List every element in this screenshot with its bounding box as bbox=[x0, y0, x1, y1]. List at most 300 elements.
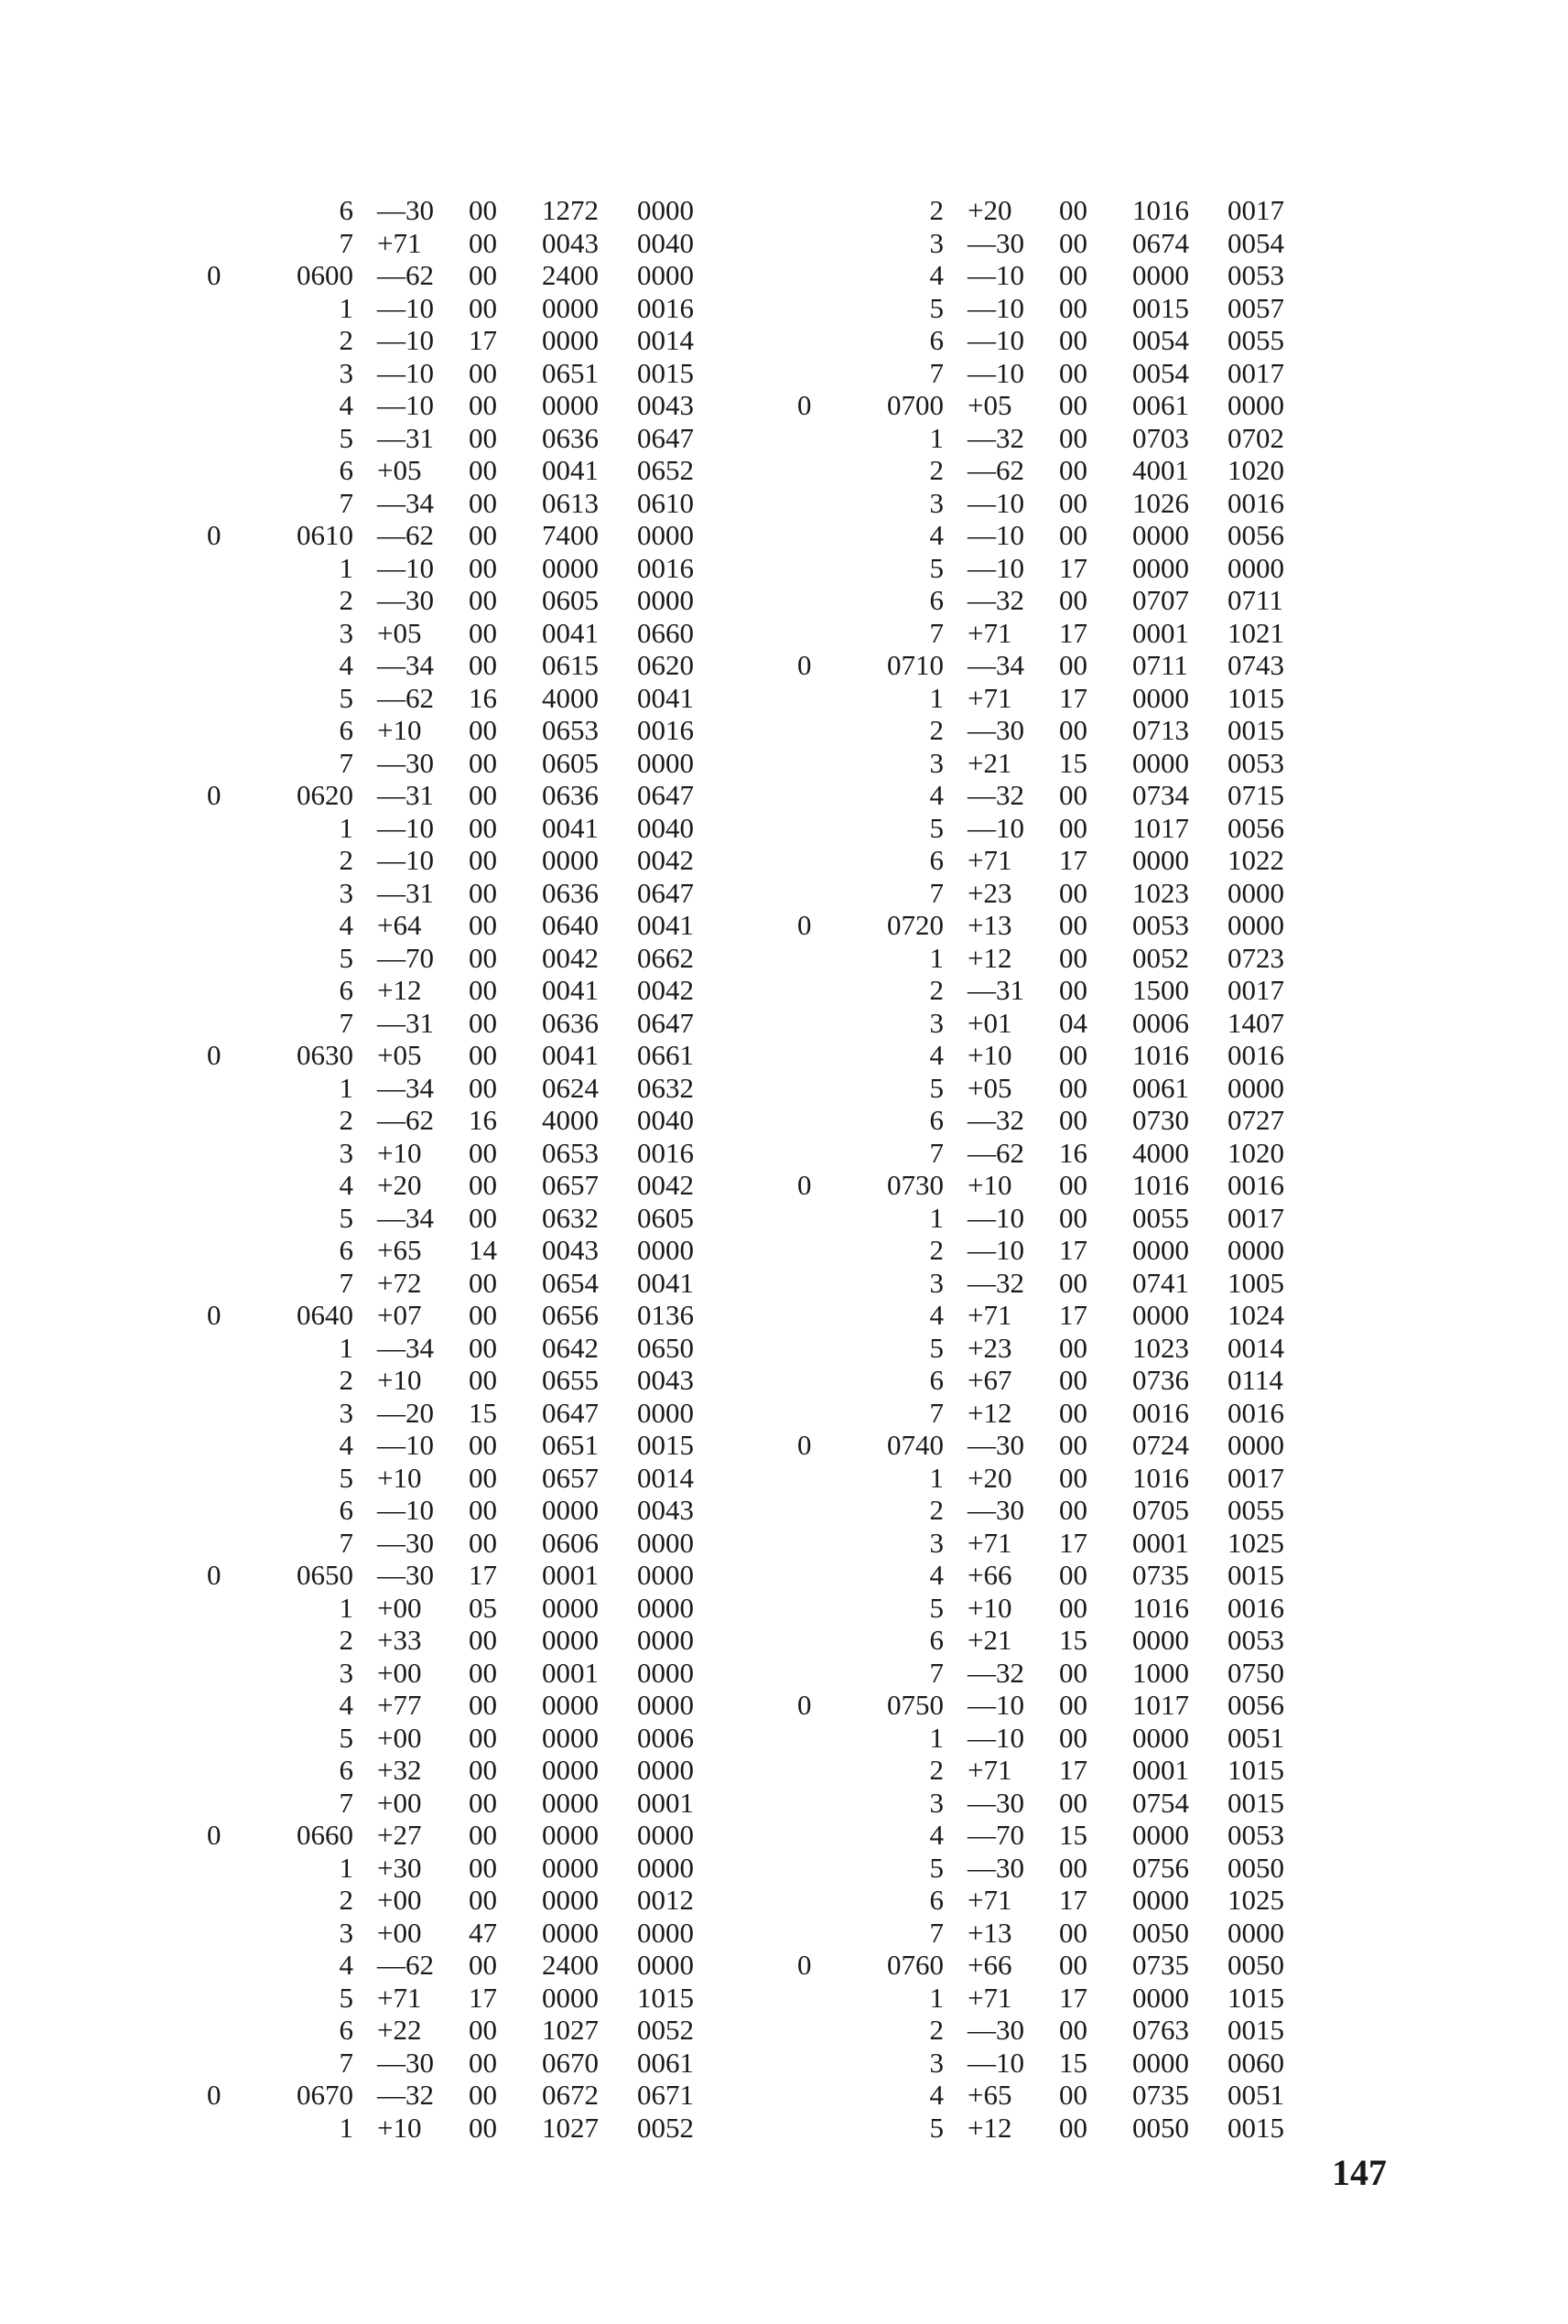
opcode-cell: +12 bbox=[377, 974, 422, 1006]
listing-row bbox=[207, 877, 719, 910]
modifier-cell: 00 bbox=[469, 519, 497, 551]
block-indicator-cell bbox=[797, 942, 834, 975]
address-cell: 6 bbox=[339, 974, 353, 1006]
block-indicator-cell bbox=[797, 617, 834, 650]
operand-1-cell: 0000 bbox=[542, 551, 599, 584]
operand-1-cell: 0713 bbox=[1132, 714, 1189, 746]
address-cell: 7 bbox=[929, 1656, 944, 1689]
opcode-cell: —30 bbox=[968, 1786, 1024, 1819]
address-cell: 4 bbox=[339, 1429, 353, 1461]
operand-2-cell: 0052 bbox=[637, 2111, 694, 2144]
opcode-cell: +71 bbox=[377, 226, 422, 259]
operand-1-cell: 0703 bbox=[1132, 421, 1189, 454]
operand-1-cell: 0654 bbox=[542, 1266, 599, 1299]
opcode-cell: —10 bbox=[377, 551, 434, 584]
opcode-cell: —10 bbox=[377, 324, 434, 356]
block-indicator-cell bbox=[207, 1104, 243, 1137]
opcode-cell: +10 bbox=[968, 1591, 1012, 1624]
block-indicator-cell bbox=[207, 909, 243, 942]
operand-1-cell: 1023 bbox=[1132, 876, 1189, 909]
address-cell: 2 bbox=[339, 844, 353, 876]
opcode-cell: +67 bbox=[968, 1364, 1012, 1396]
modifier-cell: 47 bbox=[469, 1916, 497, 1949]
modifier-cell: 00 bbox=[469, 259, 497, 291]
address-cell: 6 bbox=[929, 1624, 944, 1656]
modifier-cell: 00 bbox=[469, 941, 497, 974]
modifier-cell: 17 bbox=[1059, 1234, 1087, 1266]
block-indicator-cell bbox=[797, 2112, 834, 2145]
operand-1-cell: 0605 bbox=[542, 584, 599, 616]
listing-row bbox=[797, 1397, 1310, 1430]
address-cell: 1 bbox=[929, 941, 944, 974]
block-indicator-cell bbox=[797, 844, 834, 877]
block-indicator-cell: 0 bbox=[207, 1819, 222, 1851]
block-indicator-cell bbox=[797, 1917, 834, 1950]
modifier-cell: 17 bbox=[1059, 844, 1087, 876]
address-cell: 7 bbox=[339, 2046, 353, 2079]
opcode-cell: +00 bbox=[377, 1786, 422, 1819]
listing-row bbox=[207, 1527, 719, 1560]
modifier-cell: 17 bbox=[1059, 1981, 1087, 2014]
operand-2-cell: 0041 bbox=[637, 681, 694, 714]
listing-row bbox=[207, 487, 719, 520]
address-cell: 1 bbox=[339, 2111, 353, 2144]
operand-2-cell: 0042 bbox=[637, 1169, 694, 1201]
listing-row bbox=[797, 1657, 1310, 1690]
operand-2-cell: 0647 bbox=[637, 1006, 694, 1039]
operand-1-cell: 0000 bbox=[1132, 519, 1189, 551]
opcode-cell: +05 bbox=[377, 1039, 422, 1071]
operand-2-cell: 0052 bbox=[637, 2014, 694, 2046]
listing-row bbox=[797, 1364, 1310, 1397]
operand-2-cell: 0000 bbox=[637, 1851, 694, 1884]
block-indicator-cell bbox=[797, 227, 834, 260]
listing-row bbox=[207, 292, 719, 325]
address-cell: 1 bbox=[929, 681, 944, 714]
modifier-cell: 00 bbox=[1059, 941, 1087, 974]
block-indicator-cell bbox=[797, 519, 834, 552]
block-indicator-cell bbox=[797, 1072, 834, 1105]
operand-2-cell: 0042 bbox=[637, 844, 694, 876]
operand-1-cell: 0000 bbox=[542, 1851, 599, 1884]
listing-row bbox=[207, 1007, 719, 1040]
opcode-cell: —10 bbox=[377, 1429, 434, 1461]
operand-2-cell: 0015 bbox=[1227, 1559, 1284, 1591]
address-cell: 0640 bbox=[297, 1299, 353, 1331]
operand-2-cell: 1005 bbox=[1227, 1266, 1284, 1299]
modifier-cell: 00 bbox=[469, 649, 497, 681]
modifier-cell: 00 bbox=[1059, 974, 1087, 1006]
operand-1-cell: 0000 bbox=[542, 1721, 599, 1754]
modifier-cell: 17 bbox=[1059, 1884, 1087, 1916]
opcode-cell: +10 bbox=[377, 714, 422, 746]
block-indicator-cell bbox=[797, 1137, 834, 1170]
operand-2-cell: 0006 bbox=[637, 1721, 694, 1754]
block-indicator-cell: 0 bbox=[207, 1299, 222, 1331]
opcode-cell: —34 bbox=[377, 1071, 434, 1104]
listing-row bbox=[207, 227, 719, 260]
listing-row bbox=[797, 1917, 1310, 1950]
operand-2-cell: 0041 bbox=[637, 1266, 694, 1299]
opcode-cell: +65 bbox=[377, 1234, 422, 1266]
block-indicator-cell bbox=[797, 1527, 834, 1560]
address-cell: 0720 bbox=[887, 909, 944, 941]
modifier-cell: 00 bbox=[1059, 1916, 1087, 1949]
operand-1-cell: 0000 bbox=[1132, 1819, 1189, 1851]
modifier-cell: 00 bbox=[1059, 1169, 1087, 1201]
modifier-cell: 00 bbox=[469, 1624, 497, 1656]
modifier-cell: 00 bbox=[1059, 389, 1087, 421]
address-cell: 5 bbox=[929, 1851, 944, 1884]
block-indicator-cell bbox=[797, 357, 834, 390]
operand-1-cell: 0756 bbox=[1132, 1851, 1189, 1884]
operand-1-cell: 0615 bbox=[542, 649, 599, 681]
modifier-cell: 00 bbox=[469, 2046, 497, 2079]
modifier-cell: 00 bbox=[1059, 259, 1087, 291]
modifier-cell: 05 bbox=[469, 1591, 497, 1624]
address-cell: 5 bbox=[929, 291, 944, 324]
block-indicator-cell bbox=[207, 1234, 243, 1267]
operand-2-cell: 0632 bbox=[637, 1071, 694, 1104]
opcode-cell: —62 bbox=[968, 1136, 1024, 1169]
listing-row bbox=[207, 1494, 719, 1527]
modifier-cell: 00 bbox=[1059, 876, 1087, 909]
opcode-cell: —62 bbox=[377, 1949, 434, 1981]
modifier-cell: 00 bbox=[469, 584, 497, 616]
block-indicator-cell bbox=[797, 584, 834, 617]
listing-row bbox=[797, 2014, 1310, 2047]
operand-1-cell: 1000 bbox=[1132, 1656, 1189, 1689]
modifier-cell: 00 bbox=[1059, 1721, 1087, 1754]
operand-1-cell: 0606 bbox=[542, 1526, 599, 1559]
block-indicator-cell bbox=[797, 1202, 834, 1235]
opcode-cell: —30 bbox=[377, 746, 434, 779]
listing-row bbox=[207, 1949, 719, 1982]
address-cell: 7 bbox=[339, 1266, 353, 1299]
block-indicator-cell bbox=[797, 487, 834, 520]
opcode-cell: +23 bbox=[968, 1331, 1012, 1364]
operand-1-cell: 0656 bbox=[542, 1299, 599, 1331]
opcode-cell: +23 bbox=[968, 876, 1012, 909]
block-indicator-cell bbox=[207, 1332, 243, 1365]
operand-1-cell: 0000 bbox=[542, 1819, 599, 1851]
listing-row bbox=[207, 422, 719, 455]
listing-row bbox=[797, 1332, 1310, 1365]
modifier-cell: 00 bbox=[469, 714, 497, 746]
operand-2-cell: 0715 bbox=[1227, 779, 1284, 811]
address-cell: 3 bbox=[339, 1396, 353, 1429]
operand-1-cell: 0001 bbox=[542, 1656, 599, 1689]
block-indicator-cell bbox=[207, 487, 243, 520]
address-cell: 0670 bbox=[297, 2079, 353, 2111]
block-indicator-cell bbox=[207, 1364, 243, 1397]
block-indicator-cell: 0 bbox=[207, 259, 222, 291]
opcode-cell: +10 bbox=[968, 1169, 1012, 1201]
listing-row bbox=[207, 1592, 719, 1625]
modifier-cell: 00 bbox=[469, 1819, 497, 1851]
address-cell: 3 bbox=[929, 226, 944, 259]
block-indicator-cell bbox=[207, 1917, 243, 1950]
listing-row bbox=[207, 1202, 719, 1235]
address-cell: 5 bbox=[929, 1331, 944, 1364]
address-cell: 0740 bbox=[887, 1429, 944, 1461]
operand-1-cell: 0754 bbox=[1132, 1786, 1189, 1819]
address-cell: 2 bbox=[339, 1104, 353, 1136]
operand-1-cell: 0000 bbox=[1132, 259, 1189, 291]
opcode-cell: —30 bbox=[968, 2014, 1024, 2046]
modifier-cell: 00 bbox=[469, 616, 497, 649]
modifier-cell: 17 bbox=[469, 324, 497, 356]
operand-1-cell: 0657 bbox=[542, 1461, 599, 1494]
block-indicator-cell bbox=[797, 714, 834, 747]
operand-1-cell: 0624 bbox=[542, 1071, 599, 1104]
operand-2-cell: 0040 bbox=[637, 226, 694, 259]
operand-2-cell: 0647 bbox=[637, 779, 694, 811]
operand-1-cell: 0651 bbox=[542, 1429, 599, 1461]
address-cell: 2 bbox=[929, 454, 944, 486]
address-cell: 6 bbox=[339, 714, 353, 746]
block-indicator-cell bbox=[797, 292, 834, 325]
block-indicator-cell bbox=[797, 1364, 834, 1397]
operand-1-cell: 0000 bbox=[542, 1754, 599, 1786]
operand-2-cell: 0000 bbox=[637, 1916, 694, 1949]
address-cell: 7 bbox=[929, 1396, 944, 1429]
operand-2-cell: 0605 bbox=[637, 1201, 694, 1234]
operand-2-cell: 0000 bbox=[1227, 1071, 1284, 1104]
block-indicator-cell bbox=[797, 194, 834, 227]
block-indicator-cell bbox=[207, 1397, 243, 1430]
operand-1-cell: 0054 bbox=[1132, 356, 1189, 389]
operand-2-cell: 0053 bbox=[1227, 746, 1284, 779]
operand-2-cell: 0015 bbox=[1227, 2014, 1284, 2046]
block-indicator-cell: 0 bbox=[207, 1559, 222, 1591]
opcode-cell: +12 bbox=[968, 1396, 1012, 1429]
listing-row bbox=[797, 1072, 1310, 1105]
listing-row bbox=[207, 1169, 719, 1202]
opcode-cell: +05 bbox=[377, 616, 422, 649]
listing-row bbox=[797, 584, 1310, 617]
opcode-cell: —20 bbox=[377, 1396, 434, 1429]
block-indicator-cell bbox=[207, 1787, 243, 1820]
operand-1-cell: 0000 bbox=[1132, 1884, 1189, 1916]
listing-row bbox=[207, 519, 719, 552]
listing-row bbox=[797, 519, 1310, 552]
address-cell: 6 bbox=[929, 1364, 944, 1396]
operand-1-cell: 1016 bbox=[1132, 194, 1189, 226]
address-cell: 3 bbox=[929, 486, 944, 519]
block-indicator-cell: 0 bbox=[797, 909, 812, 941]
modifier-cell: 00 bbox=[469, 779, 497, 811]
opcode-cell: +20 bbox=[377, 1169, 422, 1201]
modifier-cell: 17 bbox=[1059, 1754, 1087, 1786]
listing-row bbox=[797, 617, 1310, 650]
listing-row bbox=[797, 1592, 1310, 1625]
opcode-cell: +71 bbox=[968, 1981, 1012, 2014]
listing-row bbox=[207, 747, 719, 780]
operand-2-cell: 0650 bbox=[637, 1331, 694, 1364]
block-indicator-cell bbox=[797, 1657, 834, 1690]
address-cell: 3 bbox=[339, 1656, 353, 1689]
listing-row bbox=[797, 1494, 1310, 1527]
block-indicator-cell bbox=[797, 324, 834, 357]
operand-1-cell: 2400 bbox=[542, 259, 599, 291]
operand-1-cell: 0763 bbox=[1132, 2014, 1189, 2046]
operand-1-cell: 7400 bbox=[542, 519, 599, 551]
operand-2-cell: 0043 bbox=[637, 389, 694, 421]
block-indicator-cell bbox=[797, 1754, 834, 1787]
operand-1-cell: 0636 bbox=[542, 876, 599, 909]
address-cell: 6 bbox=[339, 1494, 353, 1526]
operand-2-cell: 0000 bbox=[1227, 1429, 1284, 1461]
address-cell: 2 bbox=[929, 194, 944, 226]
block-indicator-cell bbox=[797, 259, 834, 292]
address-cell: 6 bbox=[929, 324, 944, 356]
block-indicator-cell bbox=[797, 1267, 834, 1300]
operand-1-cell: 0670 bbox=[542, 2046, 599, 2079]
modifier-cell: 00 bbox=[469, 1461, 497, 1494]
operand-2-cell: 0012 bbox=[637, 1884, 694, 1916]
block-indicator-cell: 0 bbox=[207, 1039, 222, 1071]
address-cell: 1 bbox=[929, 1461, 944, 1494]
address-cell: 2 bbox=[929, 1494, 944, 1526]
operand-2-cell: 0016 bbox=[1227, 1591, 1284, 1624]
modifier-cell: 00 bbox=[1059, 421, 1087, 454]
operand-2-cell: 0053 bbox=[1227, 259, 1284, 291]
operand-2-cell: 0000 bbox=[637, 1819, 694, 1851]
operand-1-cell: 0061 bbox=[1132, 1071, 1189, 1104]
modifier-cell: 00 bbox=[1059, 486, 1087, 519]
opcode-cell: —34 bbox=[377, 486, 434, 519]
operand-2-cell: 1020 bbox=[1227, 454, 1284, 486]
listing-row bbox=[207, 259, 719, 292]
listing-row bbox=[207, 357, 719, 390]
block-indicator-cell bbox=[207, 747, 243, 780]
address-cell: 4 bbox=[339, 1169, 353, 1201]
modifier-cell: 00 bbox=[1059, 324, 1087, 356]
modifier-cell: 17 bbox=[1059, 551, 1087, 584]
address-cell: 3 bbox=[929, 1266, 944, 1299]
listing-row bbox=[797, 1234, 1310, 1267]
block-indicator-cell: 0 bbox=[797, 1689, 812, 1721]
listing-row bbox=[207, 1657, 719, 1690]
listing-row bbox=[207, 844, 719, 877]
block-indicator-cell bbox=[797, 1397, 834, 1430]
opcode-cell: —30 bbox=[377, 584, 434, 616]
address-cell: 3 bbox=[339, 616, 353, 649]
address-cell: 1 bbox=[929, 1981, 944, 2014]
address-cell: 1 bbox=[339, 811, 353, 844]
listing-row bbox=[797, 1299, 1310, 1332]
modifier-cell: 17 bbox=[1059, 681, 1087, 714]
listing-row bbox=[797, 844, 1310, 877]
listing-row bbox=[797, 1007, 1310, 1040]
operand-2-cell: 0000 bbox=[637, 1754, 694, 1786]
operand-1-cell: 0735 bbox=[1132, 1949, 1189, 1981]
block-indicator-cell bbox=[797, 1462, 834, 1495]
modifier-cell: 00 bbox=[1059, 519, 1087, 551]
opcode-cell: +13 bbox=[968, 909, 1012, 941]
modifier-cell: 00 bbox=[469, 1331, 497, 1364]
block-indicator-cell bbox=[797, 1299, 834, 1332]
operand-1-cell: 0000 bbox=[1132, 2046, 1189, 2079]
address-cell: 7 bbox=[929, 1136, 944, 1169]
operand-2-cell: 1021 bbox=[1227, 616, 1284, 649]
block-indicator-cell bbox=[207, 1754, 243, 1787]
operand-2-cell: 0015 bbox=[637, 356, 694, 389]
address-cell: 7 bbox=[339, 1006, 353, 1039]
opcode-cell: +64 bbox=[377, 909, 422, 941]
address-cell: 6 bbox=[339, 1234, 353, 1266]
modifier-cell: 00 bbox=[469, 1494, 497, 1526]
listing-row bbox=[797, 877, 1310, 910]
opcode-cell: +21 bbox=[968, 746, 1012, 779]
opcode-cell: +66 bbox=[968, 1949, 1012, 1981]
block-indicator-cell bbox=[797, 1884, 834, 1917]
listing-row bbox=[797, 942, 1310, 975]
operand-2-cell: 0051 bbox=[1227, 2079, 1284, 2111]
modifier-cell: 00 bbox=[469, 1039, 497, 1071]
address-cell: 1 bbox=[339, 1071, 353, 1104]
modifier-cell: 17 bbox=[1059, 616, 1087, 649]
operand-1-cell: 0711 bbox=[1132, 649, 1188, 681]
opcode-cell: +00 bbox=[377, 1656, 422, 1689]
operand-1-cell: 4000 bbox=[1132, 1136, 1189, 1169]
block-indicator-cell bbox=[207, 1202, 243, 1235]
modifier-cell: 00 bbox=[1059, 1429, 1087, 1461]
address-cell: 5 bbox=[929, 551, 944, 584]
operand-1-cell: 0647 bbox=[542, 1396, 599, 1429]
operand-2-cell: 0016 bbox=[637, 551, 694, 584]
block-indicator-cell bbox=[207, 617, 243, 650]
block-indicator-cell bbox=[797, 1104, 834, 1137]
address-cell: 1 bbox=[929, 421, 944, 454]
listing-row bbox=[207, 1364, 719, 1397]
operand-2-cell: 0016 bbox=[637, 714, 694, 746]
opcode-cell: +10 bbox=[377, 1136, 422, 1169]
operand-2-cell: 0660 bbox=[637, 616, 694, 649]
listing-row bbox=[797, 1689, 1310, 1722]
opcode-cell: +71 bbox=[968, 681, 1012, 714]
operand-1-cell: 0000 bbox=[542, 389, 599, 421]
opcode-cell: —32 bbox=[968, 1656, 1024, 1689]
block-indicator-cell bbox=[207, 1949, 243, 1982]
listing-row bbox=[797, 1754, 1310, 1787]
modifier-cell: 00 bbox=[1059, 454, 1087, 486]
listing-row bbox=[207, 1462, 719, 1495]
address-cell: 0620 bbox=[297, 779, 353, 811]
listing-row bbox=[797, 1527, 1310, 1560]
operand-2-cell: 0000 bbox=[637, 1526, 694, 1559]
address-cell: 7 bbox=[339, 1526, 353, 1559]
listing-row bbox=[797, 1202, 1310, 1235]
block-indicator-cell bbox=[797, 1332, 834, 1365]
address-cell: 1 bbox=[339, 1851, 353, 1884]
block-indicator-cell bbox=[797, 2014, 834, 2047]
listing-row bbox=[207, 1234, 719, 1267]
operand-2-cell: 0000 bbox=[1227, 551, 1284, 584]
block-indicator-cell bbox=[207, 1267, 243, 1300]
operand-2-cell: 0000 bbox=[1227, 1234, 1284, 1266]
opcode-cell: +01 bbox=[968, 1006, 1012, 1039]
address-cell: 1 bbox=[929, 1721, 944, 1754]
address-cell: 5 bbox=[339, 681, 353, 714]
opcode-cell: —30 bbox=[968, 1494, 1024, 1526]
opcode-cell: —10 bbox=[377, 844, 434, 876]
address-cell: 3 bbox=[929, 1526, 944, 1559]
operand-1-cell: 0000 bbox=[1132, 1981, 1189, 2014]
block-indicator-cell bbox=[207, 1722, 243, 1755]
listing-row bbox=[797, 779, 1310, 812]
